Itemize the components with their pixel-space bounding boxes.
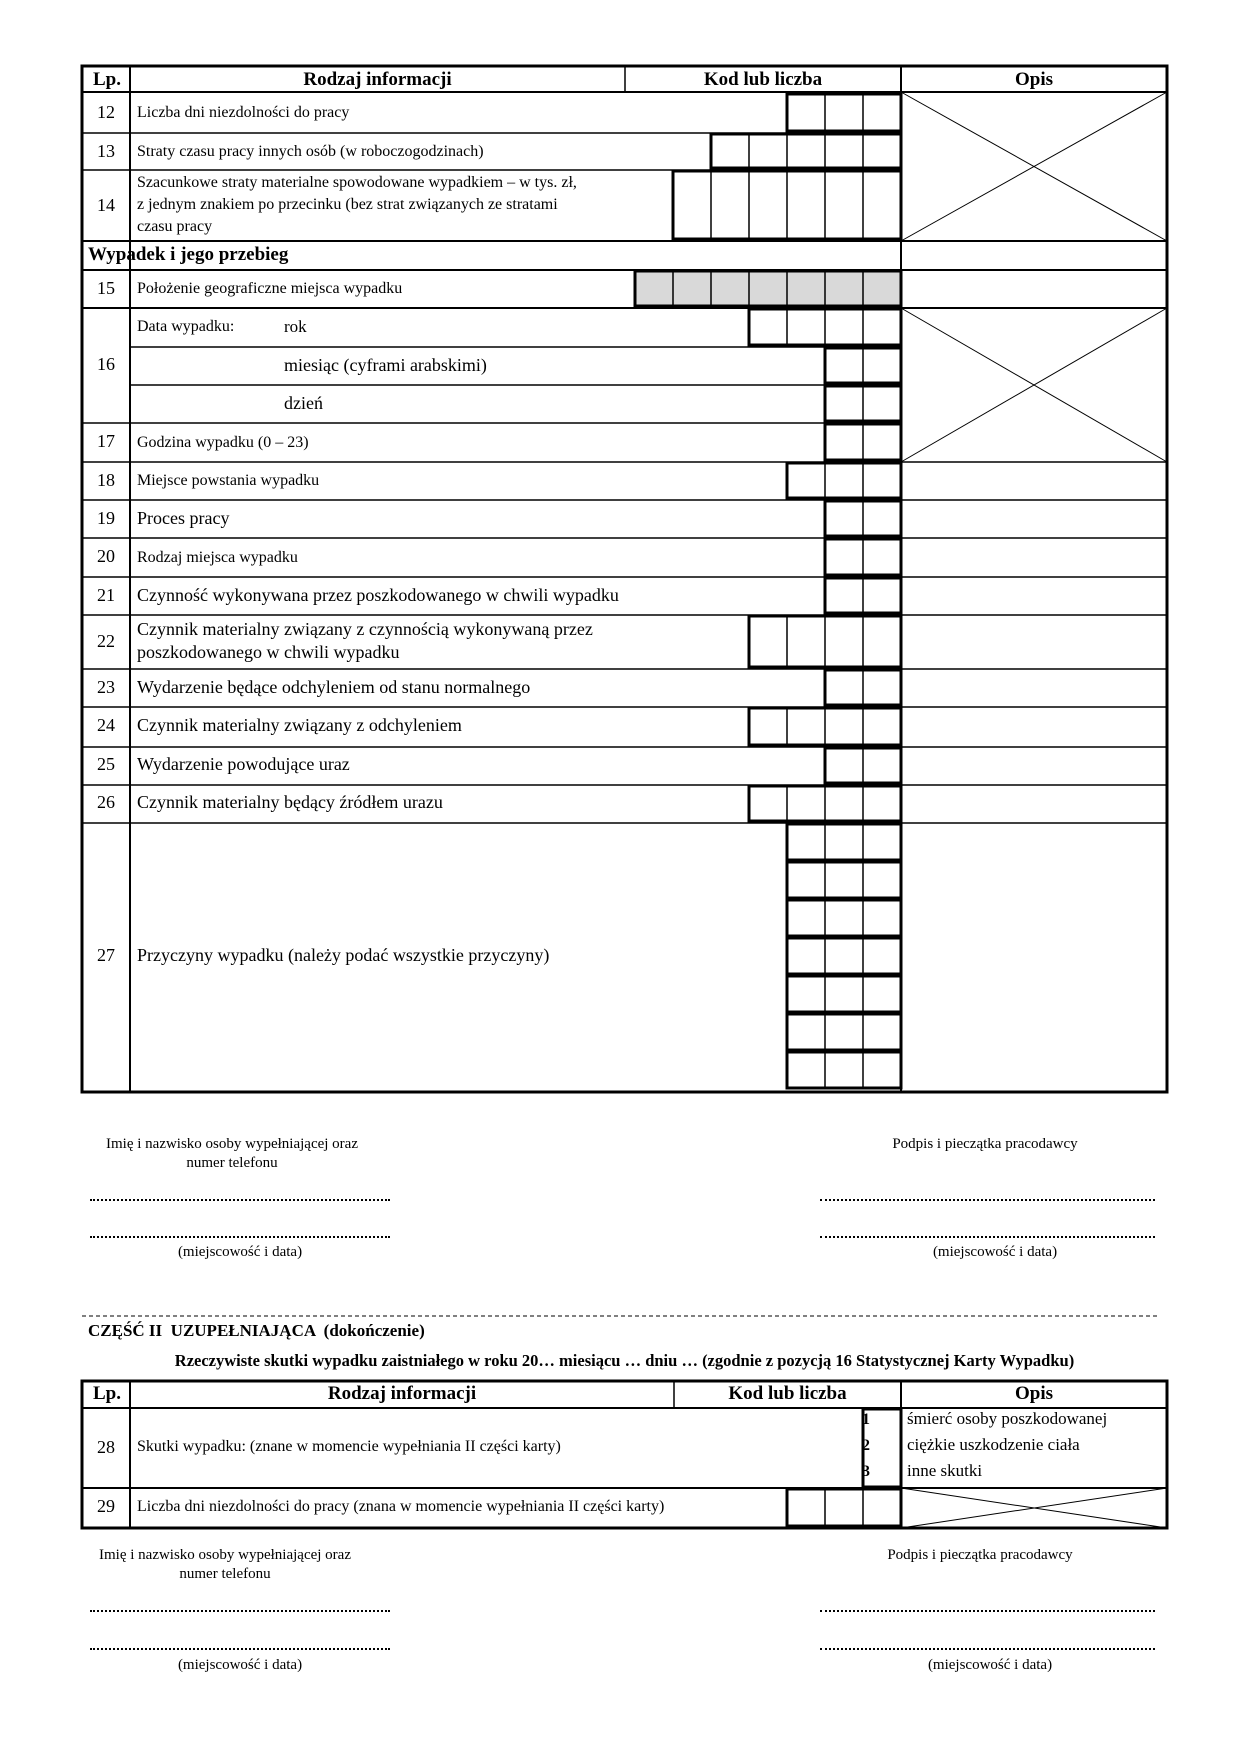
row-13-code-box[interactable] (711, 134, 901, 168)
row-16-lp: 16 (97, 354, 115, 374)
row-27-lp: 27 (97, 945, 115, 965)
row-28-label: Skutki wypadku: (znane w momencie wypełniania II części karty) (137, 1438, 561, 1455)
row-17-label: Godzina wypadku (0 – 23) (137, 434, 309, 451)
header-lp: Lp. (93, 69, 121, 90)
row-25-lp: 25 (97, 754, 115, 774)
row-27-label: Przyczyny wypadku (należy podać wszystkie przyczyny) (137, 945, 550, 965)
part2-title: CZĘŚĆ II UZUPEŁNIAJĄCA (dokończenie) (88, 1321, 425, 1340)
row-28-code-1: 1 (862, 1411, 870, 1428)
row-23-label: Wydarzenie będące odchyleniem od stanu normalnego (137, 677, 531, 697)
sig2-left-line-1[interactable] (90, 1610, 390, 1612)
row-27-line-7-code-box[interactable] (787, 1052, 901, 1088)
row-14-label-2: z jednym znakiem po przecinku (bez strat związanych ze stratami (137, 196, 558, 213)
row-15-label: Położenie geograficzne miejsca wypadku (137, 280, 403, 297)
row-16-part-rok: rok (284, 317, 307, 336)
row-28-lp: 28 (97, 1437, 115, 1457)
t2-header-kod: Kod lub liczba (728, 1383, 847, 1404)
row-28-code-2: 2 (862, 1437, 870, 1454)
row-13-label: Straty czasu pracy innych osób (w roboczogodzinach) (137, 143, 484, 160)
row-29-lp: 29 (97, 1496, 115, 1516)
row-14-label-3: czasu pracy (137, 218, 213, 235)
sig1-right-line-1[interactable] (820, 1199, 1155, 1201)
row-27-line-2-code-box[interactable] (787, 862, 901, 898)
row-15-code-box[interactable] (635, 271, 901, 306)
row-24-label: Czynnik materialny związany z odchyleniem (137, 715, 462, 735)
row-23-lp: 23 (97, 677, 115, 697)
row-27-line-4-code-box[interactable] (787, 938, 901, 974)
row-24-lp: 24 (97, 715, 115, 735)
row-22-label-2: poszkodowanego w chwili wypadku (137, 642, 400, 662)
part2-subtitle: Rzeczywiste skutki wypadku zaistniałego w roku 20… miesiącu … dniu … (zgodnie z pozycją 16 Statystycznej Karty Wypadku) (174, 1351, 1075, 1370)
sig1-right-line-2[interactable] (820, 1236, 1155, 1238)
row-15-lp: 15 (97, 278, 115, 298)
row-26-label: Czynnik materialny będący źródłem urazu (137, 792, 443, 812)
row-27-line-3-code-box[interactable] (787, 900, 901, 936)
sig2-right-line-2[interactable] (820, 1648, 1155, 1650)
row-27-line-1-code-box[interactable] (787, 824, 901, 860)
row-27-line-5-code-box[interactable] (787, 976, 901, 1012)
row-28-desc-3: inne skutki (907, 1461, 983, 1480)
row-12-label: Liczba dni niezdolności do pracy (137, 104, 350, 121)
sig1-left-label: Imię i nazwisko osoby wypełniającej oraz (106, 1136, 358, 1152)
t2-header-opis: Opis (1014, 1383, 1054, 1404)
sig1-right-caption: (miejscowość i data) (932, 1244, 1058, 1260)
row-13-lp: 13 (97, 141, 115, 161)
sig1-left-caption: (miejscowość i data) (177, 1244, 303, 1260)
row-19-lp: 19 (97, 508, 115, 528)
sig2-right-caption: (miejscowość i data) (927, 1657, 1053, 1673)
row-22-label-1: Czynnik materialny związany z czynnością wykonywaną przez (137, 619, 593, 639)
header-opis: Opis (1014, 69, 1054, 90)
header-rodzaj: Rodzaj informacji (303, 69, 452, 90)
sig2-right-line-1[interactable] (820, 1610, 1155, 1612)
sig2-left-label: Imię i nazwisko osoby wypełniającej oraz (99, 1547, 351, 1563)
sig2-left-caption: (miejscowość i data) (177, 1657, 303, 1673)
header-kod: Kod lub liczba (703, 69, 823, 90)
sig2-left-label-2: numer telefonu (179, 1566, 271, 1582)
row-21-label: Czynność wykonywana przez poszkodowanego w chwili wypadku (137, 585, 619, 605)
row-18-label: Miejsce powstania wypadku (137, 472, 320, 489)
row-27-line-6-code-box[interactable] (787, 1014, 901, 1050)
row-18-lp: 18 (97, 470, 115, 490)
row-12-code-box[interactable] (787, 94, 901, 131)
row-12-lp: 12 (97, 102, 115, 122)
row-29-label: Liczba dni niezdolności do pracy (znana w momencie wypełniania II części karty) (137, 1498, 665, 1515)
row-16-part-dzien: dzień (284, 393, 323, 413)
sig1-left-line-1[interactable] (90, 1199, 390, 1201)
row-21-lp: 21 (97, 585, 115, 605)
row-18-code-box[interactable] (787, 463, 901, 498)
row-28-desc-1: śmierć osoby poszkodowanej (907, 1409, 1108, 1428)
sig1-right-label: Podpis i pieczątka pracodawcy (892, 1136, 1078, 1152)
sig1-left-label-2: numer telefonu (186, 1155, 278, 1171)
row-20-lp: 20 (97, 546, 115, 566)
row-22-lp: 22 (97, 631, 115, 651)
row-14-lp: 14 (97, 195, 115, 215)
sig2-left-line-2[interactable] (90, 1648, 390, 1650)
t2-header-lp: Lp. (93, 1383, 121, 1404)
section-heading: Wypadek i jego przebieg (88, 244, 289, 265)
row-28-code-3: 3 (862, 1463, 870, 1480)
t2-header-rodzaj: Rodzaj informacji (327, 1383, 477, 1404)
row-20-label: Rodzaj miejsca wypadku (137, 549, 298, 566)
row-29-code-box[interactable] (787, 1489, 901, 1526)
row-19-label: Proces pracy (137, 508, 230, 528)
row-28-desc-2: ciężkie uszkodzenie ciała (907, 1435, 1080, 1454)
row-25-label: Wydarzenie powodujące uraz (137, 754, 350, 774)
row-16-label: Data wypadku: (137, 318, 235, 335)
row-16-part-miesiac: miesiąc (cyframi arabskimi) (284, 355, 487, 375)
sig2-right-label: Podpis i pieczątka pracodawcy (887, 1547, 1073, 1563)
row-14-label-1: Szacunkowe straty materialne spowodowane wypadkiem – w tys. zł, (137, 174, 577, 191)
row-17-lp: 17 (97, 431, 115, 451)
row-26-lp: 26 (97, 792, 115, 812)
sig1-left-line-2[interactable] (90, 1236, 390, 1238)
